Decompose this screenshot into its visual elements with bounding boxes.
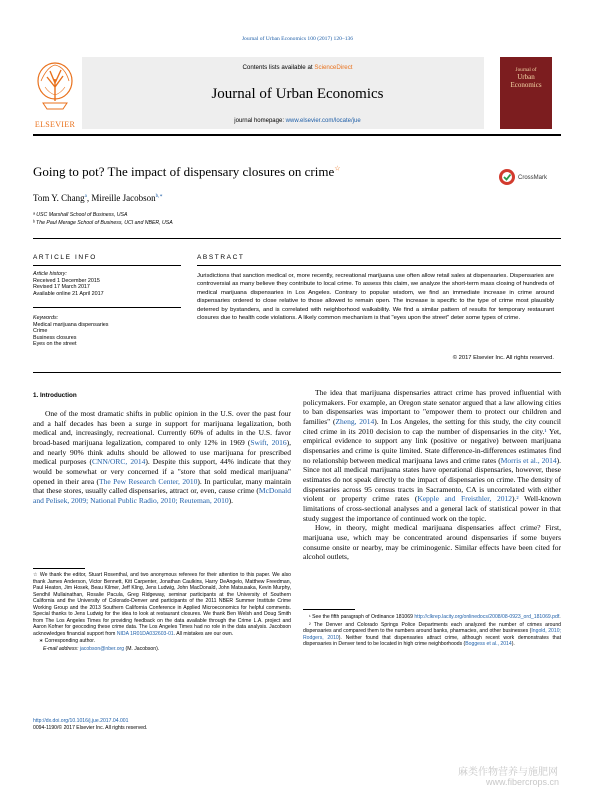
citation-link[interactable]: Swift, 2016: [250, 437, 287, 447]
citation-link[interactable]: Morris et al., 2014: [500, 455, 557, 465]
paragraph-text: ).: [228, 495, 233, 505]
paragraph-text: Well-known limitations of cross-sectional analyses and a general lack of statistical power in that study suggest the importance of continued work on the topic.: [303, 494, 561, 523]
citation-link[interactable]: ²: [516, 494, 519, 504]
history-item: Revised 17 March 2017: [33, 284, 90, 291]
cover-title: [500, 67, 552, 89]
grant-link[interactable]: NIDA 1R01DA032603-01: [116, 630, 174, 637]
history-item: Received 1 December 2015: [33, 277, 100, 284]
journal-cover-thumbnail: [500, 57, 552, 129]
keyword: Eyes on the street: [33, 341, 77, 348]
footnote-2-end: ).: [511, 641, 515, 648]
citation-link[interactable]: The Pew Research Center, 2010: [98, 476, 198, 486]
watermark-url: www.fibercrops.cn: [486, 777, 560, 787]
acknowledgement-end: . All mistakes are our own.: [173, 630, 234, 637]
publisher-name: ELSEVIER: [34, 120, 76, 129]
footnote-rule: [33, 568, 85, 569]
left-footnotes: [33, 572, 291, 654]
paragraph-text: ).: [511, 494, 517, 504]
author-list: [33, 193, 163, 203]
abstract-copyright: © 2017 Elsevier Inc. All rights reserved.: [452, 355, 554, 361]
citation-link[interactable]: Boggess et al., 2014: [465, 641, 512, 648]
article-title: [33, 164, 493, 180]
footnote-2-text: ² The Denver and Colorado Springs Police Departments each analyzed the number of crimes around dispensaries and compared them to the numbers around banks, pharmacies, and other businesses (: [303, 621, 561, 635]
ordinance-link[interactable]: http://clkrep.lacity.org/onlinedocs/2008/08-0923_ord_181069.pdf: [414, 614, 560, 620]
affiliation: ᵃ USC Marshall School of Business, USA: [33, 212, 128, 218]
footnote-1-text: ¹ See the fifth paragraph of Ordinance 181069: [309, 614, 415, 620]
paragraph-text: One of the most dramatic shifts in public opinion in the U.S. over the past four and a half decades has been a surge in support for marijuana legalization, both medical and, increasingly, recreational. Currently 60% of adults in the U.S. favor broad-based marijuana legalization, compared to only 12% in 1969 (: [33, 409, 291, 447]
divider: [33, 265, 181, 266]
issn-line: 0094-1190/© 2017 Elsevier Inc. All rights reserved.: [33, 724, 148, 731]
header-rule: [33, 134, 561, 136]
cover-line-1: Journal of: [515, 67, 537, 73]
footnote-1: [303, 614, 561, 621]
author-affiliation-mark[interactable]: a: [84, 194, 87, 199]
paragraph-text: ), and nearly 90% think adults should be allowed to use marijuana for prescribed medical purposes (: [33, 437, 291, 467]
paragraph-text: ). Despite this support, 44% indicate that they would be somewhat or very concerned if a "store that sold medical marijuana" opened in their area (: [33, 457, 291, 486]
sciencedirect-link[interactable]: ScienceDirect: [314, 64, 353, 71]
email-link[interactable]: jacobson@nber.org: [79, 646, 125, 653]
journal-name: Journal of Urban Economics: [211, 86, 384, 102]
author-separator: ,: [86, 193, 92, 203]
footnote-2: [303, 622, 561, 648]
journal-citation[interactable]: Journal of Urban Economics 100 (2017) 120–136: [241, 36, 354, 42]
paragraph-text: ). Since not all medical marijuana states have operational dispensaries, however, these estimates do not speak directly to the impact of dispensaries on crime. The density of dispensaries across 95 census tracts in Sacramento, CA is uncorrelated with either violent or property crime rates (: [303, 455, 561, 504]
homepage-link[interactable]: www.elsevier.com/locate/jue: [285, 118, 361, 124]
citation-link[interactable]: Kepple and Freisthler, 2012: [417, 494, 512, 504]
article-history: [33, 271, 181, 297]
footnote-1-end: .: [559, 614, 561, 620]
paragraph-text: ). In particular, many maintain that these stores, usually called dispensaries, attract or, even, cause crime (: [33, 476, 291, 496]
affiliation: ᵇ The Paul Merage School of Business, UCI and NBER, USA: [33, 220, 173, 226]
keyword: Business closures: [33, 334, 77, 341]
citation-link[interactable]: Ingold, 2010; Rodgers, 2010: [303, 628, 561, 641]
abstract-heading: ABSTRACT: [197, 254, 245, 261]
divider: [33, 238, 561, 239]
doi-block: [33, 718, 291, 731]
divider: [33, 372, 561, 373]
keyword: Medical marijuana dispensaries: [33, 321, 109, 328]
history-item: Available online 21 April 2017: [33, 290, 104, 297]
email-label: E-mail address:: [43, 646, 80, 653]
paragraph-text: Yet, empirical evidence to support any link (positive or negative) between marijuana dispensaries and crime is quite limited. State difference-in-differences estimates find no relationship between medical marijuana laws and crime rates (: [303, 426, 561, 465]
left-column: [33, 409, 291, 506]
homepage-prefix: journal homepage:: [234, 118, 286, 124]
author-name: Mireille Jacobson: [91, 193, 156, 203]
crossmark-badge[interactable]: [498, 168, 558, 190]
title-footnote-star[interactable]: ☆: [334, 164, 341, 173]
doi-link[interactable]: http://dx.doi.org/10.1016/j.jue.2017.04.001: [33, 718, 129, 724]
intro-paragraph-1: [33, 409, 291, 506]
corresponding-author-note: ∗ Corresponding author.: [39, 638, 96, 645]
contents-prefix: Contents lists available at: [242, 64, 315, 71]
paragraph-text: The idea that marijuana dispensaries attract crime has proved influential with policymakers. For example, an Oregon state senator argued that a law allowing cities to ban dispensaries was important to "empower them to protect our children and families" (: [303, 388, 561, 426]
cover-line-3: Economics: [510, 81, 542, 89]
keywords: [33, 315, 181, 348]
footnote-2-mid: ). Neither found that dispensaries attract crime, although recent work demonstrates that dispensaries in Denver tend to be located in high crime neighborhoods (: [303, 634, 561, 648]
author-affiliation-mark[interactable]: b,∗: [155, 194, 163, 199]
abstract-text: Jurisdictions that sanction medical or, more recently, recreational marijuana use often allow retail sales at dispensaries. Dispensaries are controversial as many believe they contribute to local crime. To assess this claim, we analyze the short-term mass closing of hundreds of medical marijuana dispensaries in Los Angeles. Contrary to popular wisdom, we find an immediate increase in crime around dispensaries ordered to close relative to those allowed to remain open. The increase is specific to the type of crime most plausibly deterred by bystanders, and is correlated with neighborhood walkability. We find a similar pattern of results for temporary restaurant closures due to health code violations. A likely common mechanism is that "eyes upon the street" deter some types of crime.: [197, 273, 554, 322]
keywords-label: Keywords:: [33, 315, 59, 321]
history-label: Article history:: [33, 271, 67, 277]
email-note: [33, 646, 291, 653]
citation-link[interactable]: CNN/ORC, 2014: [92, 457, 146, 467]
intro-paragraph-3: How, in theory, might medical marijuana dispensaries affect crime? First, marijuana use, which may be concentrated around dispensaries if some buyers consume onsite or nearby, may be criminogenic. Similar effects have been cited for alcohol outlets,: [303, 523, 561, 562]
divider: [197, 265, 561, 266]
email-suffix: (M. Jacobson).: [124, 646, 160, 653]
author-name: Tom Y. Chang: [33, 193, 85, 203]
crossmark-icon: [498, 168, 516, 186]
right-footnotes: [303, 614, 561, 649]
paragraph-text: ). In Los Angeles, the setting for this study, the city council cited crime in its 2010 decision to cap the number of dispensaries in the city.: [303, 416, 561, 436]
citation-link[interactable]: Zheng, 2014: [335, 416, 375, 426]
crossmark-label: CrossMark: [518, 175, 548, 181]
title-text: Going to pot? The impact of dispensary closures on crime: [33, 164, 335, 179]
cover-line-2: Urban: [517, 73, 535, 81]
intro-paragraph-2: [303, 388, 561, 523]
acknowledgement-footnote: [33, 572, 291, 637]
article-info-heading: ARTICLE INFO: [33, 254, 97, 261]
acknowledgement-text: ☆ We thank the editor, Stuart Rosenthal, and two anonymous referees for their attention to this paper. We also thank James Anderson, Victor Bennett, Kitt Carpenter, Jonathan Caulkins, Harry DeAngelo, Matthew Freedman, Paul Heaton, Jim Hosek, Beau Kilmer, Jeff Kling, Jens Ludwig, John MacDonald, John Matsusaka, Kevin Murphy, Sendhil Mullainathan, Rosalie Pacula, Greg Ridgeway, seminar participants at the University of Southern California and the University of Colorado-Denver and participants of the 2011 NBER Summer Institute Crime Working Group and the 2013 Southern California Conference in Applied Microeconomics for helpful comments. Special thanks to Jens Ludwig for the idea to look at restaurant closures. We thank Ben Welsh and Doug Smith from The Los Angeles Times for providing feedback on the data available through the Crime L.A. project and Aaron Kofner for geocoding these crime data. The Los Angeles Times had no role in the data analysis. Jacobson acknowledges financial support from: [33, 572, 291, 637]
citation-link[interactable]: McDonald and Pelisek, 2009; National Public Radio, 2010; Reuteman, 2010: [33, 486, 291, 505]
right-column: [303, 388, 561, 562]
watermark-text: 麻类作物营养与施肥网: [458, 767, 558, 778]
citation-link[interactable]: ¹: [544, 426, 547, 436]
keyword: Crime: [33, 328, 48, 335]
footnote-rule: [303, 609, 355, 610]
divider: [33, 307, 181, 308]
section-heading-introduction: 1. Introduction: [33, 392, 77, 399]
